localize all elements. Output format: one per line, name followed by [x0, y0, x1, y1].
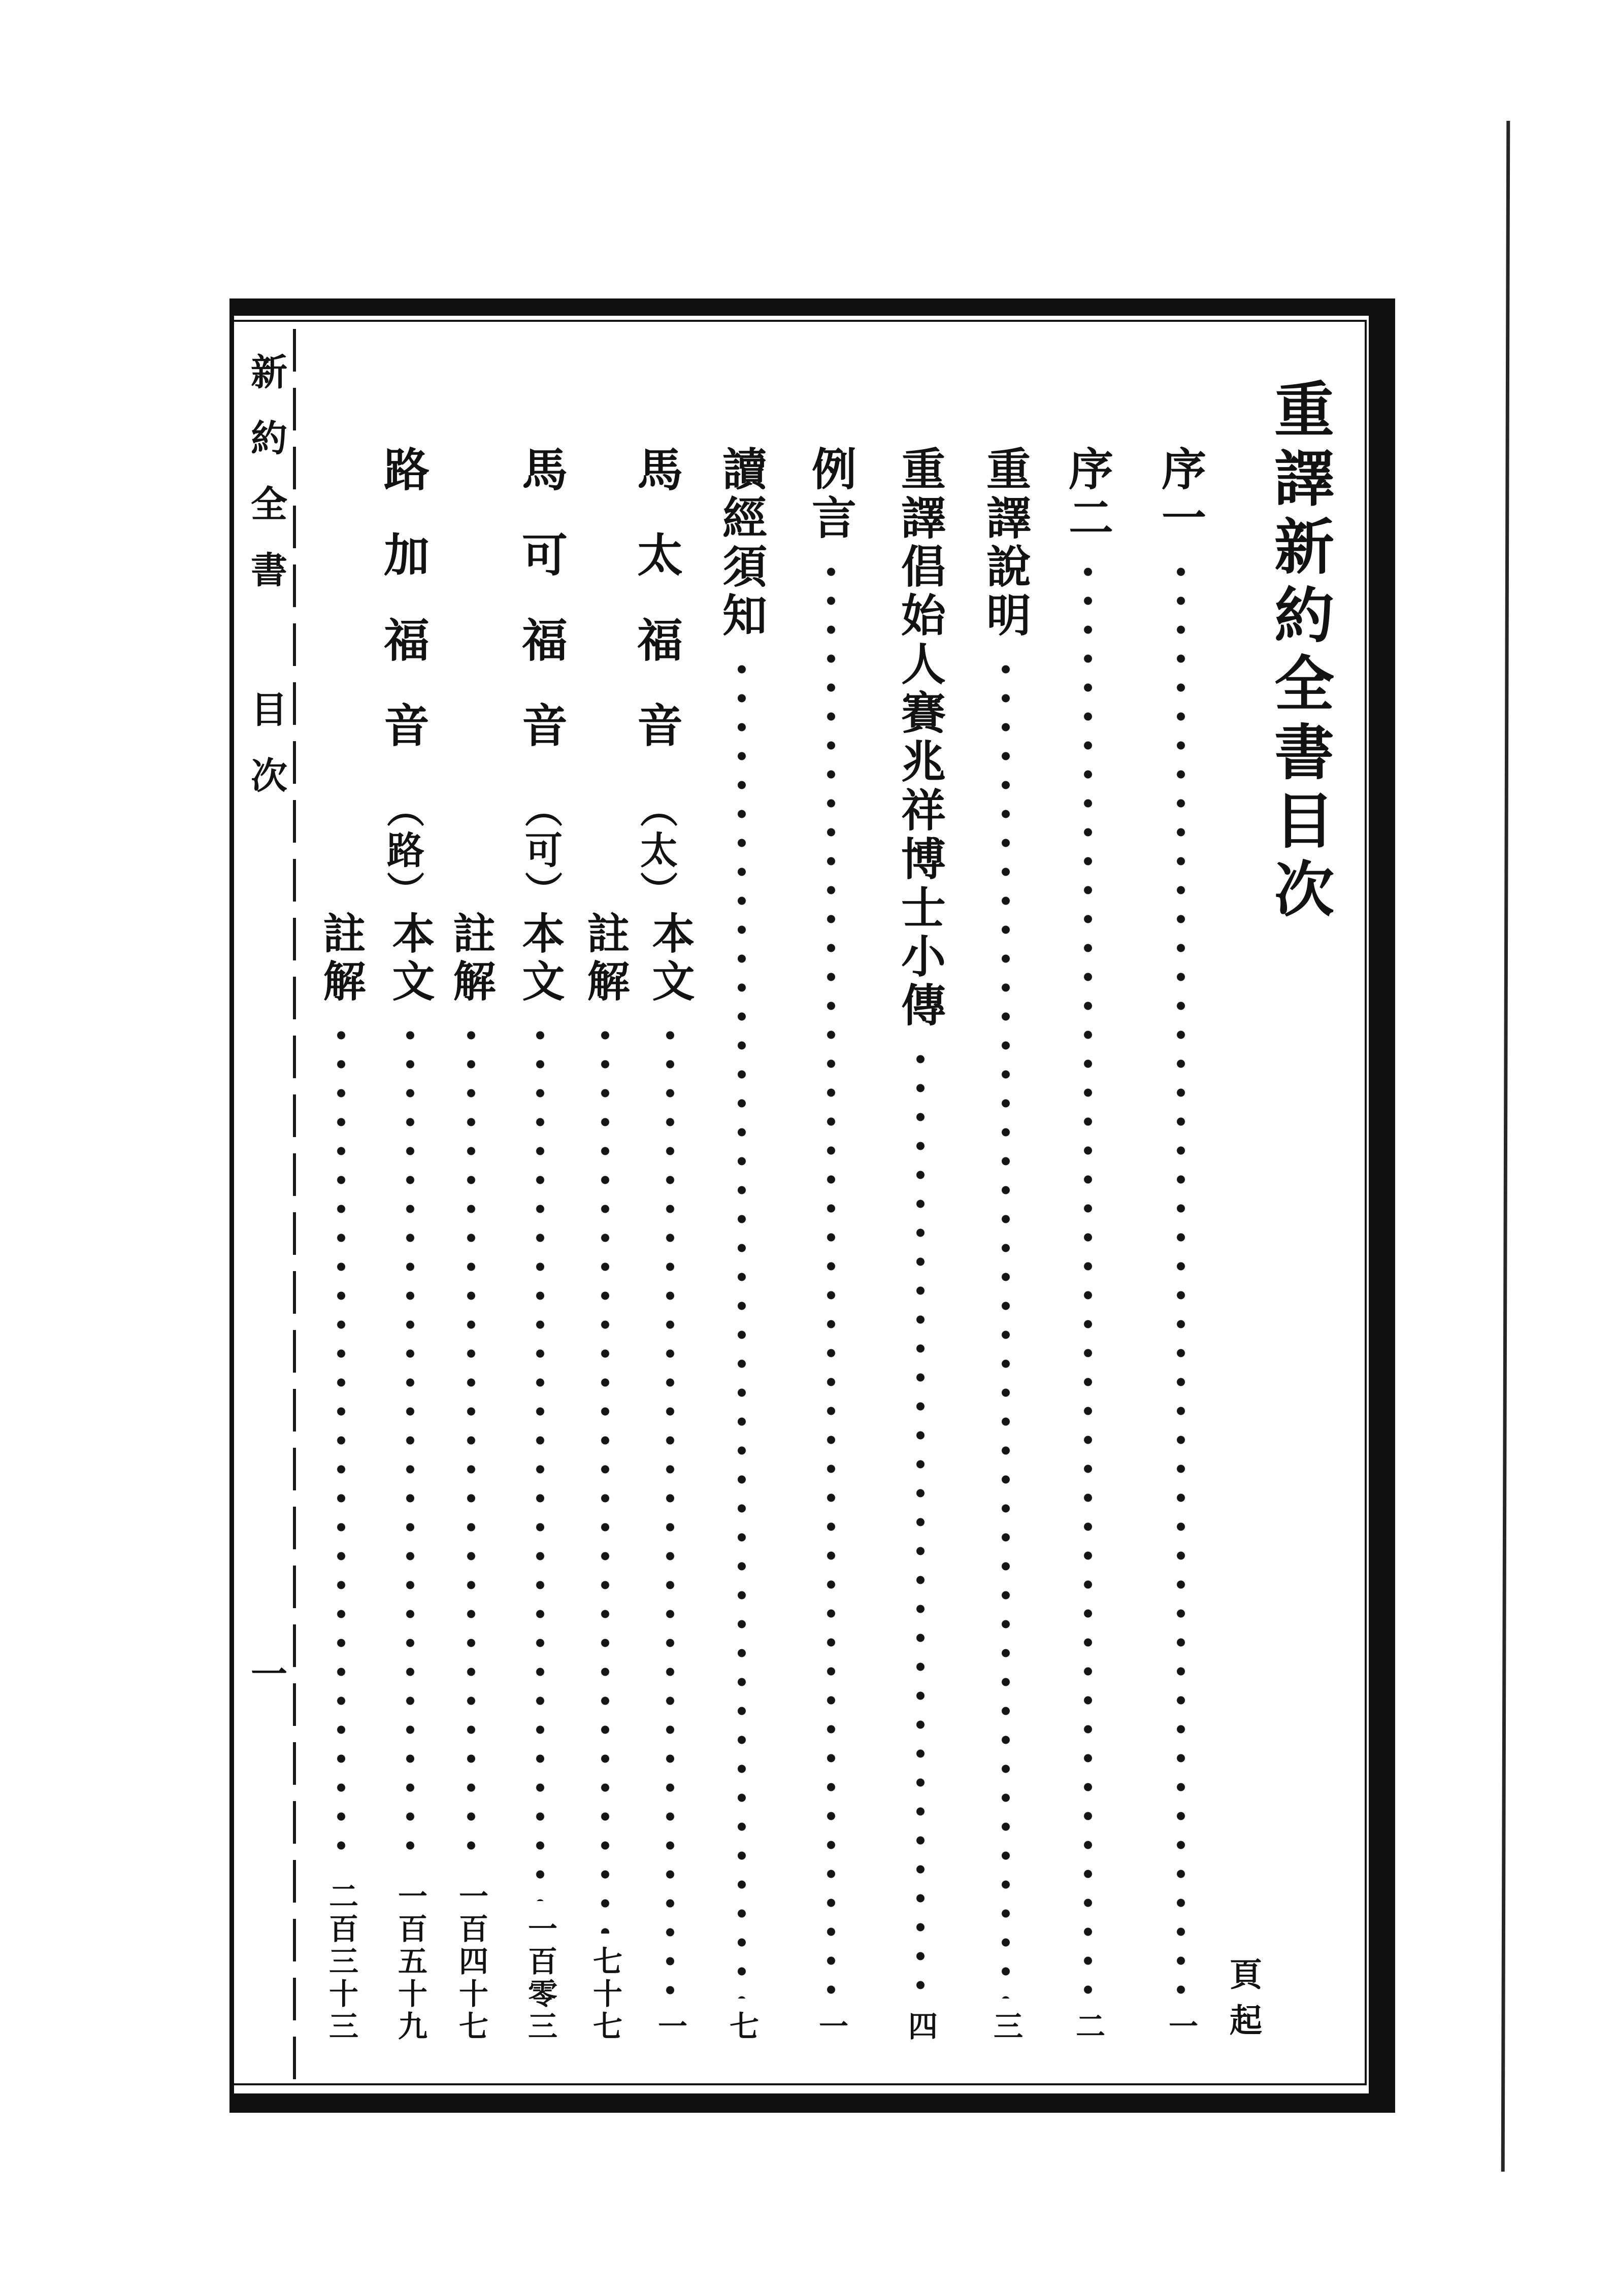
entry-label: 序二 — [1062, 446, 1114, 543]
entry-page-number: 一 — [814, 2011, 848, 2043]
subentry-label: 本文 — [515, 911, 566, 1007]
entry-abbreviation: （太） — [634, 790, 678, 912]
subentry-page-number: 七十七 — [588, 1946, 622, 2043]
subentry-page-number: 一 — [653, 2011, 687, 2043]
dot-leader — [337, 1021, 346, 1869]
dot-leader — [1083, 557, 1093, 1999]
entry-label: 馬太福音 — [629, 446, 683, 787]
dot-leader — [827, 557, 836, 1999]
toc-entry-matthew-heading — [620, 446, 691, 912]
toc-entry-translation-note — [970, 446, 1041, 2043]
dot-leader — [601, 1021, 610, 1934]
subentry-label: 註解 — [316, 911, 367, 1007]
toc-entry-biography — [885, 446, 956, 2043]
toc-entry-luke-heading — [367, 446, 438, 912]
toc-entry-mark-heading — [505, 446, 576, 912]
subentry-page-number: 一百五十九 — [393, 1881, 427, 2043]
entry-label: 重譯倡始人賽兆祥博士小傳 — [894, 446, 947, 1030]
dot-leader — [737, 655, 746, 1999]
entry-page-number: 七 — [724, 2011, 759, 2043]
entry-label: 例言 — [805, 446, 857, 543]
entry-abbreviation: （路） — [381, 790, 424, 912]
dot-leader — [666, 1021, 675, 1999]
entry-label: 序一 — [1154, 446, 1207, 543]
subentry-label: 註解 — [446, 911, 497, 1007]
entry-page-number: 四 — [903, 2011, 938, 2043]
toc-subentry-mark-notes — [436, 911, 507, 2043]
margin-folio-number: 一 — [245, 1655, 288, 1691]
entry-label: 重譯說明 — [979, 446, 1032, 641]
subentry-label: 本文 — [645, 911, 696, 1007]
margin-book-title: 新約全書 — [245, 353, 288, 617]
toc-subentry-matthew-notes — [570, 911, 641, 2043]
toc-entry-reading-guide — [706, 446, 777, 2043]
toc-subentry-matthew-text — [635, 911, 706, 2043]
subentry-label: 註解 — [580, 911, 631, 1007]
toc-subentry-luke-notes — [306, 911, 377, 2043]
toc-entry-preface-1 — [1145, 446, 1216, 2043]
subentry-page-number: 一百零三 — [523, 1913, 557, 2043]
entry-label: 馬可福音 — [514, 446, 568, 787]
dot-leader — [467, 1021, 476, 1869]
dot-leader — [1176, 557, 1185, 1999]
toc-entry-general-remarks — [796, 446, 867, 2043]
dot-leader — [406, 1021, 415, 1869]
margin-section-label: 目次 — [245, 690, 288, 822]
subentry-label: 本文 — [385, 911, 436, 1007]
toc-subentry-mark-text — [505, 911, 576, 2043]
toc-title: 重譯新約全書目次 — [1264, 378, 1335, 926]
toc-entry-preface-2 — [1052, 446, 1124, 2043]
subentry-page-number: 一百四十七 — [454, 1881, 488, 2043]
entry-label: 路加福音 — [376, 446, 430, 787]
entry-label: 讀經須知 — [715, 446, 768, 641]
page-edge-shadow — [1501, 121, 1510, 2172]
entry-page-number: 三 — [988, 2011, 1023, 2043]
dot-leader — [916, 1045, 925, 1999]
toc-subentry-luke-text — [375, 911, 446, 2043]
entry-page-number: 一 — [1164, 2011, 1198, 2043]
entry-abbreviation: （可） — [519, 790, 563, 912]
page-start-label: 頁起 — [1224, 1957, 1262, 2049]
subentry-page-number: 二百三十三 — [324, 1881, 358, 2043]
entry-page-number: 二 — [1071, 2011, 1105, 2043]
dot-leader — [536, 1021, 545, 1901]
dot-leader — [1001, 655, 1010, 1999]
margin-divider-dashed-line — [293, 329, 296, 2083]
